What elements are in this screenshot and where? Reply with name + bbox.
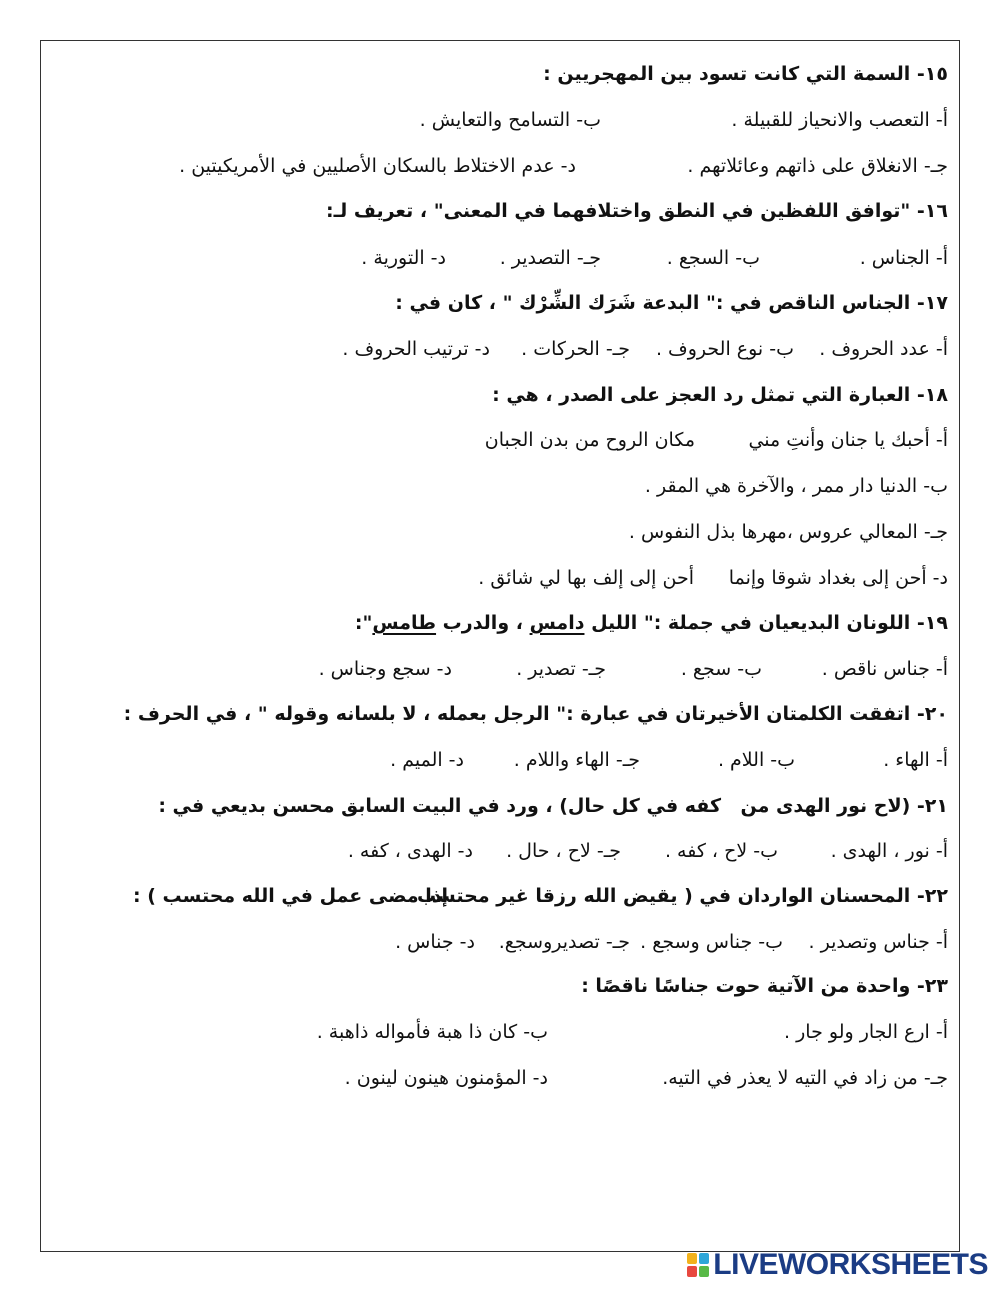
question-15-options-row-1 <box>420 108 948 132</box>
option-b[interactable]: ب- جناس وسجع . <box>640 931 783 953</box>
option-d[interactable]: د- ترتيب الحروف . <box>342 338 490 360</box>
option-c[interactable]: جـ- الهاء واللام . <box>513 749 640 771</box>
underlined-word: طامس <box>372 612 437 634</box>
question-17-title: ١٧- الجناس الناقص في :" البدعة شَرَك الشِّرْك " ، كان في : <box>395 292 948 314</box>
option-b[interactable]: ب- سجع . <box>680 658 762 680</box>
option-a[interactable]: أ- الجناس . <box>859 247 948 269</box>
logo-square <box>699 1253 709 1264</box>
option-c[interactable]: جـ- تصديروسجع. <box>498 931 630 953</box>
logo-square <box>687 1253 697 1264</box>
title-text: إذا مضى عمل في الله محتسب ) : <box>133 885 448 907</box>
option-d[interactable]: د- المؤمنون هينون لينون . <box>344 1067 548 1089</box>
option-d[interactable]: د- الهدى ، كفه . <box>347 840 473 862</box>
question-22-options <box>395 930 948 954</box>
logo-square <box>699 1266 709 1277</box>
logo-text: LIVEWORKSHEETS <box>713 1248 988 1281</box>
underlined-word: دامس <box>529 612 585 634</box>
option-b[interactable]: ب- التسامح والتعايش . <box>419 109 601 131</box>
option-c[interactable]: جـ- لاح ، حال . <box>506 840 621 862</box>
question-23-title: ٢٣- واحدة من الآتية حوت جناسًا ناقصًا : <box>581 975 948 997</box>
question-18-option-a[interactable] <box>485 428 948 452</box>
verse-second-half: أحن إلى إلف بها لي شائق . <box>478 567 694 589</box>
option-a[interactable]: أ- جناس وتصدير . <box>808 931 948 953</box>
option-a[interactable]: أ- ارع الجار ولو جار . <box>784 1021 948 1043</box>
verse-first-half: أ- أحبك يا جنان وأنتِ مني <box>748 429 948 451</box>
question-20-options <box>390 748 948 772</box>
question-15-options-row-2 <box>179 154 948 178</box>
question-22-title <box>133 884 948 908</box>
option-d[interactable]: د- عدم الاختلاط بالسكان الأصليين في الأمريكيتين . <box>179 155 576 177</box>
question-18-option-d[interactable] <box>478 566 948 590</box>
question-16-title: ١٦- "توافق اللفظين في النطق واختلافهما في المعنى" ، تعريف لـ: <box>326 200 948 222</box>
title-text: ١٩- اللونان البديعيان في جملة :" الليل <box>584 612 948 634</box>
question-21-title <box>158 794 948 818</box>
question-23-options-row-1 <box>317 1020 948 1044</box>
option-b[interactable]: ب- لاح ، كفه . <box>664 840 778 862</box>
option-c[interactable]: جـ- من زاد في التيه لا يعذر في التيه. <box>662 1067 948 1089</box>
title-text: ": <box>354 612 373 634</box>
option-d[interactable]: د- التورية . <box>361 247 446 269</box>
option-c[interactable]: جـ- الانغلاق على ذاتهم وعائلاتهم . <box>687 155 948 177</box>
option-d[interactable]: د- الميم . <box>390 749 464 771</box>
logo-square <box>687 1266 697 1277</box>
option-d[interactable]: د- سجع وجناس . <box>318 658 452 680</box>
liveworksheets-logo-icon <box>687 1253 709 1277</box>
option-c[interactable]: جـ- تصدير . <box>516 658 606 680</box>
question-18-title: ١٨- العبارة التي تمثل رد العجز على الصدر ، هي : <box>492 384 948 406</box>
option-b[interactable]: ب- كان ذا هبة فأمواله ذاهبة . <box>316 1021 548 1043</box>
title-text: ٢٢- المحسنان الواردان في ( يقيض الله رزقا غير محتسب <box>416 885 948 907</box>
title-text: ٢١- (لاح نور الهدى من <box>740 795 948 817</box>
option-b[interactable]: ب- نوع الحروف . <box>655 338 794 360</box>
question-18-option-b[interactable]: ب- الدنيا دار ممر ، والآخرة هي المقر . <box>644 475 948 497</box>
option-a[interactable]: أ- التعصب والانحياز للقبيلة . <box>731 109 948 131</box>
question-19-options <box>319 657 948 681</box>
option-a[interactable]: أ- نور ، الهدى . <box>830 840 948 862</box>
question-23-options-row-2 <box>345 1066 948 1090</box>
question-20-title: ٢٠- اتفقت الكلمتان الأخيرتان في عبارة :" الرجل بعمله ، لا بلسانه وقوله " ، في الحرف : <box>123 703 948 725</box>
option-c[interactable]: جـ- التصدير . <box>499 247 601 269</box>
option-b[interactable]: ب- السجع . <box>666 247 760 269</box>
title-text: كفه في كل حال) ، ورد في البيت السابق محسن بديعي في : <box>158 795 721 817</box>
title-text: ، والدرب <box>436 612 530 634</box>
option-a[interactable]: أ- جناس ناقص . <box>821 658 948 680</box>
question-18-option-c[interactable]: جـ- المعالي عروس ،مهرها بذل النفوس . <box>628 521 948 543</box>
question-16-options <box>361 246 948 270</box>
option-a[interactable]: أ- الهاء . <box>883 749 948 771</box>
question-21-options <box>348 839 948 863</box>
question-15-title: ١٥- السمة التي كانت تسود بين المهجريين : <box>543 63 948 85</box>
question-19-title <box>355 611 948 635</box>
option-b[interactable]: ب- اللام . <box>717 749 795 771</box>
option-d[interactable]: د- جناس . <box>395 931 475 953</box>
verse-first-half: د- أحن إلى بغداد شوقا وإنما <box>728 567 948 589</box>
verse-second-half: مكان الروح من بدن الجبان <box>484 429 695 451</box>
liveworksheets-logo[interactable] <box>687 1250 988 1280</box>
question-17-options <box>342 337 948 361</box>
option-c[interactable]: جـ- الحركات . <box>521 338 630 360</box>
option-a[interactable]: أ- عدد الحروف . <box>819 338 948 360</box>
